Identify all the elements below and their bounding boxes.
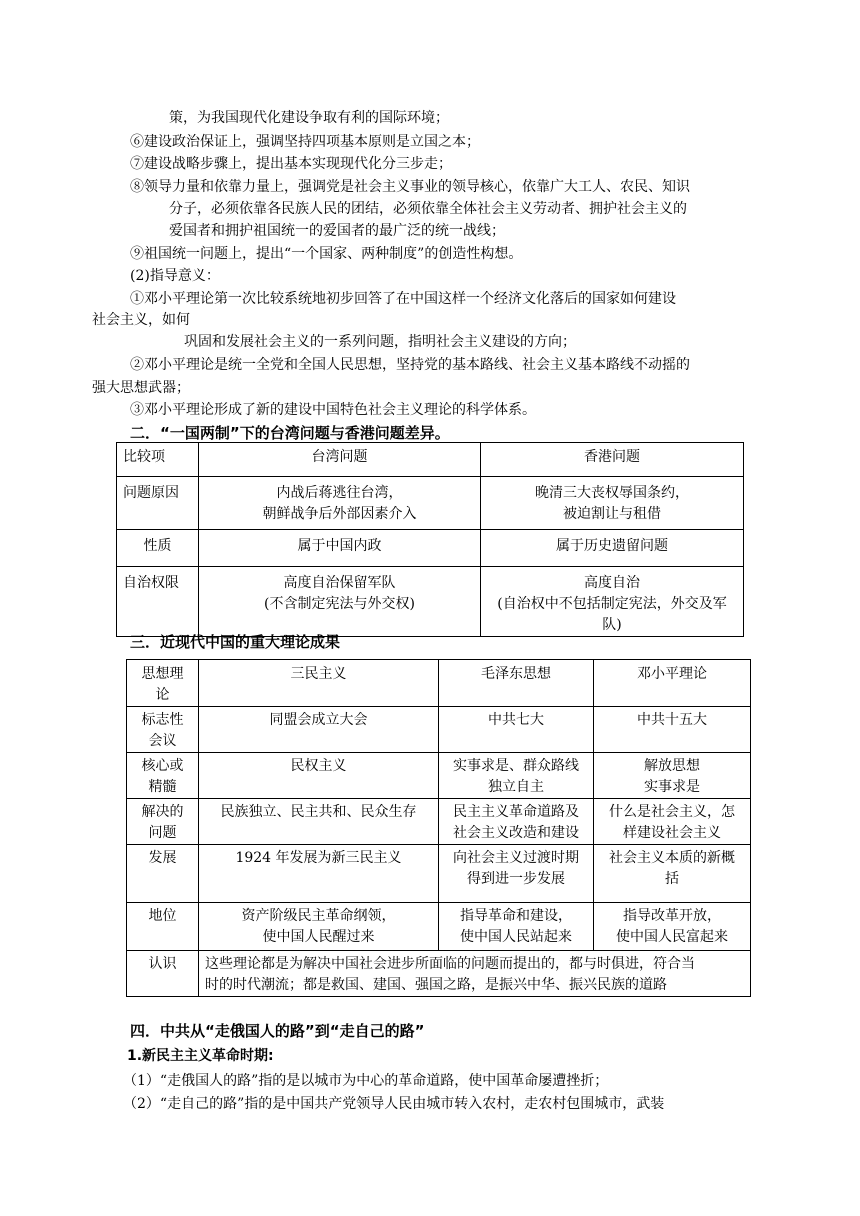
taiwan-hongkong-table	[116, 442, 744, 637]
table-cell: 实事求是、群众路线 独立自主	[439, 753, 594, 799]
text-line: ⑨祖国统一问题上，提出“一个国家、两种制度”的创造性构想。	[130, 246, 523, 262]
table-cell: 民权主义	[199, 753, 439, 799]
recognition-cell: 这些理论都是为解决中国社会进步所面临的问题而提出的，都与时俱进，符合当 时的时代潮流；都是救国、建国、强国之路，是振兴中华、振兴民族的道路	[199, 951, 751, 997]
text-line: 分子，必须依靠各民族人民的团结，必须依靠全体社会主义劳动者、拥护社会主义的	[169, 201, 687, 217]
table-cell: 资产阶级民主革命纲领， 使中国人民醒过来	[199, 903, 439, 951]
table-cell: 指导改革开放， 使中国人民富起来	[594, 903, 751, 951]
table-cell: 民主主义革命道路及 社会主义改造和建设	[439, 799, 594, 845]
table-cell: 核心或 精髓	[127, 753, 199, 799]
table-cell: 自治权限	[117, 567, 199, 637]
table-cell: 认识	[127, 951, 199, 997]
table-cell: 向社会主义过渡时期 得到进一步发展	[439, 845, 594, 903]
table-cell: 什么是社会主义，怎 样建设社会主义	[594, 799, 751, 845]
table-cell: 内战后蒋逃往台湾， 朝鲜战争后外部因素介入	[199, 477, 481, 530]
table-cell: 中共十五大	[594, 707, 751, 753]
table-header: 思想理 论	[127, 660, 199, 707]
table-header: 三民主义	[199, 660, 439, 707]
table-cell: 地位	[127, 903, 199, 951]
text-line: ⑥建设政治保证上，强调坚持四项基本原则是立国之本；	[130, 134, 480, 150]
theory-achievements-table	[126, 659, 751, 997]
table-header: 毛泽东思想	[439, 660, 594, 707]
text-line: 巩固和发展社会主义的一系列问题，指明社会主义建设的方向；	[184, 334, 576, 350]
table-cell: 发展	[127, 845, 199, 903]
table-header: 邓小平理论	[594, 660, 751, 707]
text-line: ②邓小平理论是统一全党和全国人民思想，坚持党的基本路线、社会主义基本路线不动摇的	[130, 357, 690, 373]
table-cell: 解放思想 实事求是	[594, 753, 751, 799]
table-cell: 社会主义本质的新概 括	[594, 845, 751, 903]
table-cell: 1924 年发展为新三民主义	[199, 845, 439, 903]
table-cell: 标志性 会议	[127, 707, 199, 753]
text-line: ①邓小平理论第一次比较系统地初步回答了在中国这样一个经济文化落后的国家如何建设	[130, 291, 676, 307]
section-heading: 四．中共从“走俄国人的路”到“走自己的路”	[130, 1022, 425, 1040]
table-header: 比较项	[117, 443, 199, 477]
table-cell: 中共七大	[439, 707, 594, 753]
text-line: 强大思想武器；	[92, 380, 190, 396]
text-line: ⑦建设战略步骤上，提出基本实现现代化分三步走；	[130, 156, 452, 172]
table-cell: 高度自治 (自治权中不包括制定宪法，外交及军 队)	[481, 567, 744, 637]
table-cell: 晚清三大丧权辱国条约， 被迫割让与租借	[481, 477, 744, 530]
table-cell: 指导革命和建设， 使中国人民站起来	[439, 903, 594, 951]
table-cell: 属于历史遗留问题	[481, 530, 744, 567]
table-cell: 属于中国内政	[199, 530, 481, 567]
table-cell: 性质	[117, 530, 199, 567]
table-header: 台湾问题	[199, 443, 481, 477]
text-line: （2）“走自己的路”指的是中国共产党领导人民由城市转入农村，走农村包围城市，武装	[123, 1096, 665, 1112]
text-line: 社会主义，如何	[92, 312, 190, 328]
table-cell: 解决的 问题	[127, 799, 199, 845]
text-line: 策，为我国现代化建设争取有利的国际环境；	[169, 110, 449, 126]
table-cell: 民族独立、民主共和、民众生存	[199, 799, 439, 845]
table-cell: 高度自治保留军队 (不含制定宪法与外交权)	[199, 567, 481, 637]
text-line: (2)指导意义：	[130, 268, 220, 284]
text-line: ③邓小平理论形成了新的建设中国特色社会主义理论的科学体系。	[130, 402, 536, 418]
text-line: 爱国者和拥护祖国统一的爱国者的最广泛的统一战线；	[169, 223, 505, 239]
section-heading: 三．近现代中国的重大理论成果	[130, 633, 341, 651]
table-header: 香港问题	[481, 443, 744, 477]
subheading: 1.新民主主义革命时期:	[127, 1048, 274, 1064]
text-line: （1）“走俄国人的路”指的是以城市为中心的革命道路，使中国革命屡遭挫折；	[123, 1073, 609, 1089]
table-cell: 同盟会成立大会	[199, 707, 439, 753]
table-cell: 问题原因	[117, 477, 199, 530]
text-line: ⑧领导力量和依靠力量上，强调党是社会主义事业的领导核心，依靠广大工人、农民、知识	[130, 179, 690, 195]
section-heading: 二．“一国两制”下的台湾问题与香港问题差异。	[130, 424, 450, 442]
